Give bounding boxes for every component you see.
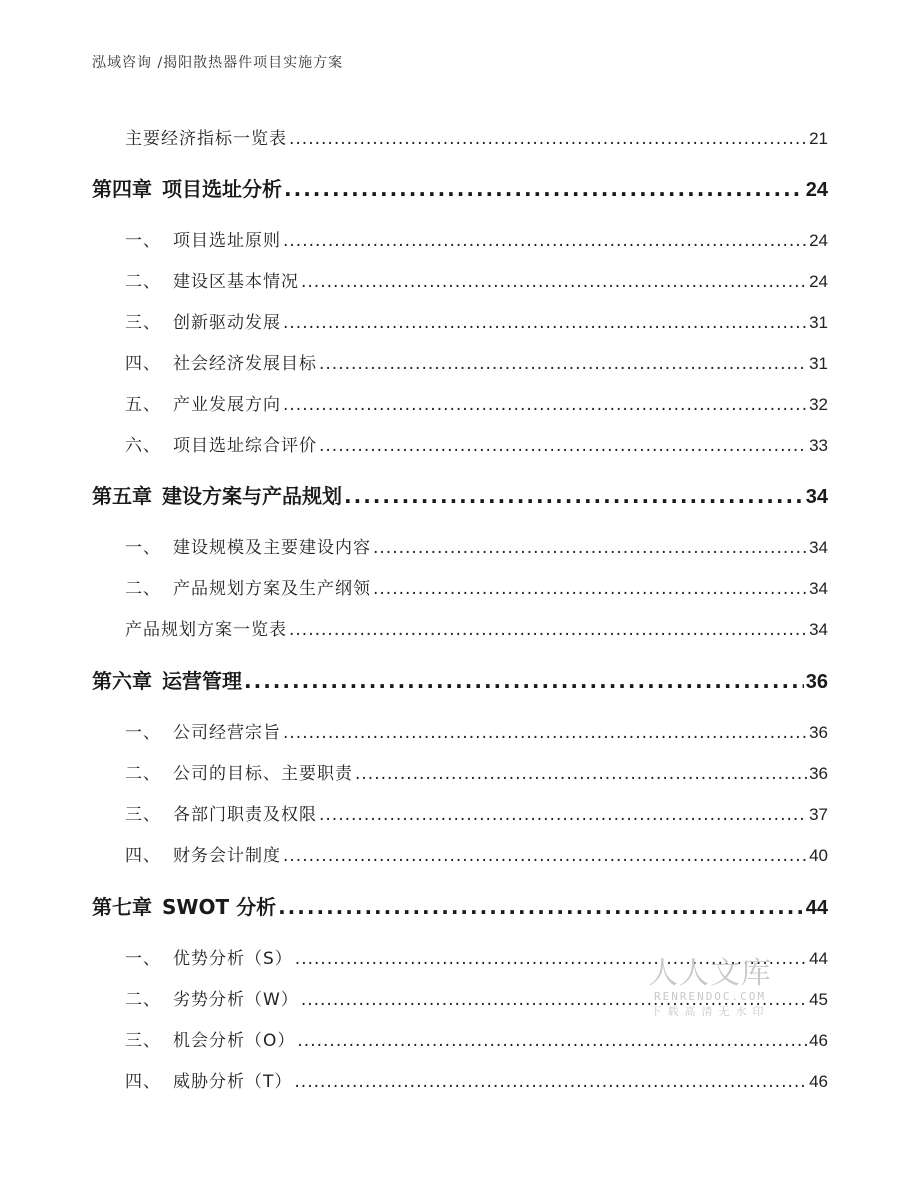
toc-page-number: 24 <box>805 179 828 201</box>
toc-page-number: 44 <box>809 949 828 968</box>
dot-leader <box>283 231 807 251</box>
toc-entry-label: 主要经济指标一览表 <box>125 129 287 149</box>
chapter-number: 第六章 <box>92 669 152 693</box>
watermark-site: RENRENDOC.COM <box>653 990 767 1003</box>
toc-chapter[interactable] <box>92 480 828 509</box>
toc-page-number: 32 <box>809 395 828 414</box>
toc-page-number: 40 <box>809 846 828 865</box>
section-title: 公司经营宗旨 <box>173 723 281 743</box>
toc-section[interactable] <box>125 308 828 333</box>
section-title: 建设规模及主要建设内容 <box>173 538 371 558</box>
dot-leader <box>283 723 807 743</box>
toc-page-number: 31 <box>809 313 828 332</box>
section-title: 劣势分析（W） <box>173 990 299 1010</box>
toc-entry[interactable] <box>125 615 828 640</box>
chapter-number: 第四章 <box>92 177 152 201</box>
section-ordinal: 六、 <box>125 436 161 456</box>
section-ordinal: 二、 <box>125 764 161 784</box>
section-ordinal: 四、 <box>125 846 161 866</box>
section-ordinal: 二、 <box>125 272 161 292</box>
dot-leader <box>344 484 804 508</box>
toc-page-number: 24 <box>809 272 828 291</box>
toc-section[interactable] <box>125 574 828 599</box>
toc-page-number: 31 <box>809 354 828 373</box>
toc-chapter[interactable] <box>92 891 828 920</box>
section-ordinal: 一、 <box>125 538 161 558</box>
section-title: 社会经济发展目标 <box>173 354 317 374</box>
toc-page-number: 21 <box>809 129 828 148</box>
toc-page-number: 46 <box>809 1031 828 1050</box>
section-title: 优势分析（S） <box>173 949 293 969</box>
toc-page-number: 45 <box>809 990 828 1009</box>
chapter-title: SWOT 分析 <box>162 895 277 919</box>
section-title: 财务会计制度 <box>173 846 281 866</box>
toc-section[interactable] <box>125 1026 828 1051</box>
toc-page-number: 37 <box>809 805 828 824</box>
watermark <box>648 958 772 1020</box>
dot-leader <box>301 272 807 292</box>
document-header: 泓域咨询 /揭阳散热器件项目实施方案 <box>92 55 344 71</box>
toc-section[interactable] <box>125 226 828 251</box>
dot-leader <box>289 620 807 640</box>
section-ordinal: 三、 <box>125 1031 161 1051</box>
section-title: 创新驱动发展 <box>173 313 281 333</box>
dot-leader <box>289 129 807 149</box>
toc-page-number: 46 <box>809 1072 828 1091</box>
section-ordinal: 五、 <box>125 395 161 415</box>
section-title: 机会分析（O） <box>173 1031 296 1051</box>
toc-page-number: 34 <box>809 620 828 639</box>
dot-leader <box>283 313 807 333</box>
toc-section[interactable] <box>125 718 828 743</box>
section-ordinal: 一、 <box>125 231 161 251</box>
toc-page-number: 36 <box>809 764 828 783</box>
toc-page-number: 36 <box>809 723 828 742</box>
section-ordinal: 一、 <box>125 949 161 969</box>
section-ordinal: 四、 <box>125 354 161 374</box>
section-ordinal: 四、 <box>125 1072 161 1092</box>
section-title: 产品规划方案及生产纲领 <box>173 579 371 599</box>
dot-leader <box>294 1072 807 1092</box>
watermark-tagline: 下载高清无水印 <box>650 1005 770 1018</box>
dot-leader <box>319 436 807 456</box>
dot-leader <box>373 579 807 599</box>
toc-section[interactable] <box>125 759 828 784</box>
chapter-title: 建设方案与产品规划 <box>162 484 342 508</box>
section-title: 建设区基本情况 <box>173 272 299 292</box>
toc-page-number: 33 <box>809 436 828 455</box>
section-ordinal: 三、 <box>125 805 161 825</box>
toc-chapter[interactable] <box>92 665 828 694</box>
toc-page-number: 34 <box>805 486 828 508</box>
toc-page-number: 24 <box>809 231 828 250</box>
dot-leader <box>244 669 804 693</box>
section-ordinal: 三、 <box>125 313 161 333</box>
dot-leader <box>319 805 807 825</box>
toc-section[interactable] <box>125 349 828 374</box>
dot-leader <box>278 895 804 919</box>
toc-chapter[interactable] <box>92 173 828 202</box>
section-title: 项目选址原则 <box>173 231 281 251</box>
toc-section[interactable] <box>125 533 828 558</box>
section-title: 公司的目标、主要职责 <box>173 764 353 784</box>
toc-page-number: 36 <box>805 671 828 693</box>
toc-page-number: 34 <box>809 538 828 557</box>
chapter-title: 运营管理 <box>162 669 242 693</box>
section-title: 各部门职责及权限 <box>173 805 317 825</box>
toc-section[interactable] <box>125 1067 828 1092</box>
section-ordinal: 二、 <box>125 579 161 599</box>
toc-page-number: 44 <box>805 897 828 919</box>
dot-leader <box>355 764 807 784</box>
section-title: 项目选址综合评价 <box>173 436 317 456</box>
section-title: 威胁分析（T） <box>173 1072 293 1092</box>
toc-entry-label: 产品规划方案一览表 <box>125 620 287 640</box>
dot-leader <box>283 395 807 415</box>
dot-leader <box>319 354 807 374</box>
chapter-number: 第七章 <box>92 895 152 919</box>
toc-section[interactable] <box>125 267 828 292</box>
toc-section[interactable] <box>125 800 828 825</box>
dot-leader <box>373 538 807 558</box>
toc-section[interactable] <box>125 431 828 456</box>
toc-page-number: 34 <box>809 579 828 598</box>
toc-section[interactable] <box>125 841 828 866</box>
toc-section[interactable] <box>125 390 828 415</box>
watermark-title: 人人文库 <box>648 956 772 991</box>
dot-leader <box>284 177 804 201</box>
section-title: 产业发展方向 <box>173 395 281 415</box>
toc-entry[interactable] <box>125 124 828 149</box>
dot-leader <box>283 846 807 866</box>
section-ordinal: 一、 <box>125 723 161 743</box>
section-ordinal: 二、 <box>125 990 161 1010</box>
dot-leader <box>297 1031 807 1051</box>
chapter-number: 第五章 <box>92 484 152 508</box>
chapter-title: 项目选址分析 <box>162 177 282 201</box>
